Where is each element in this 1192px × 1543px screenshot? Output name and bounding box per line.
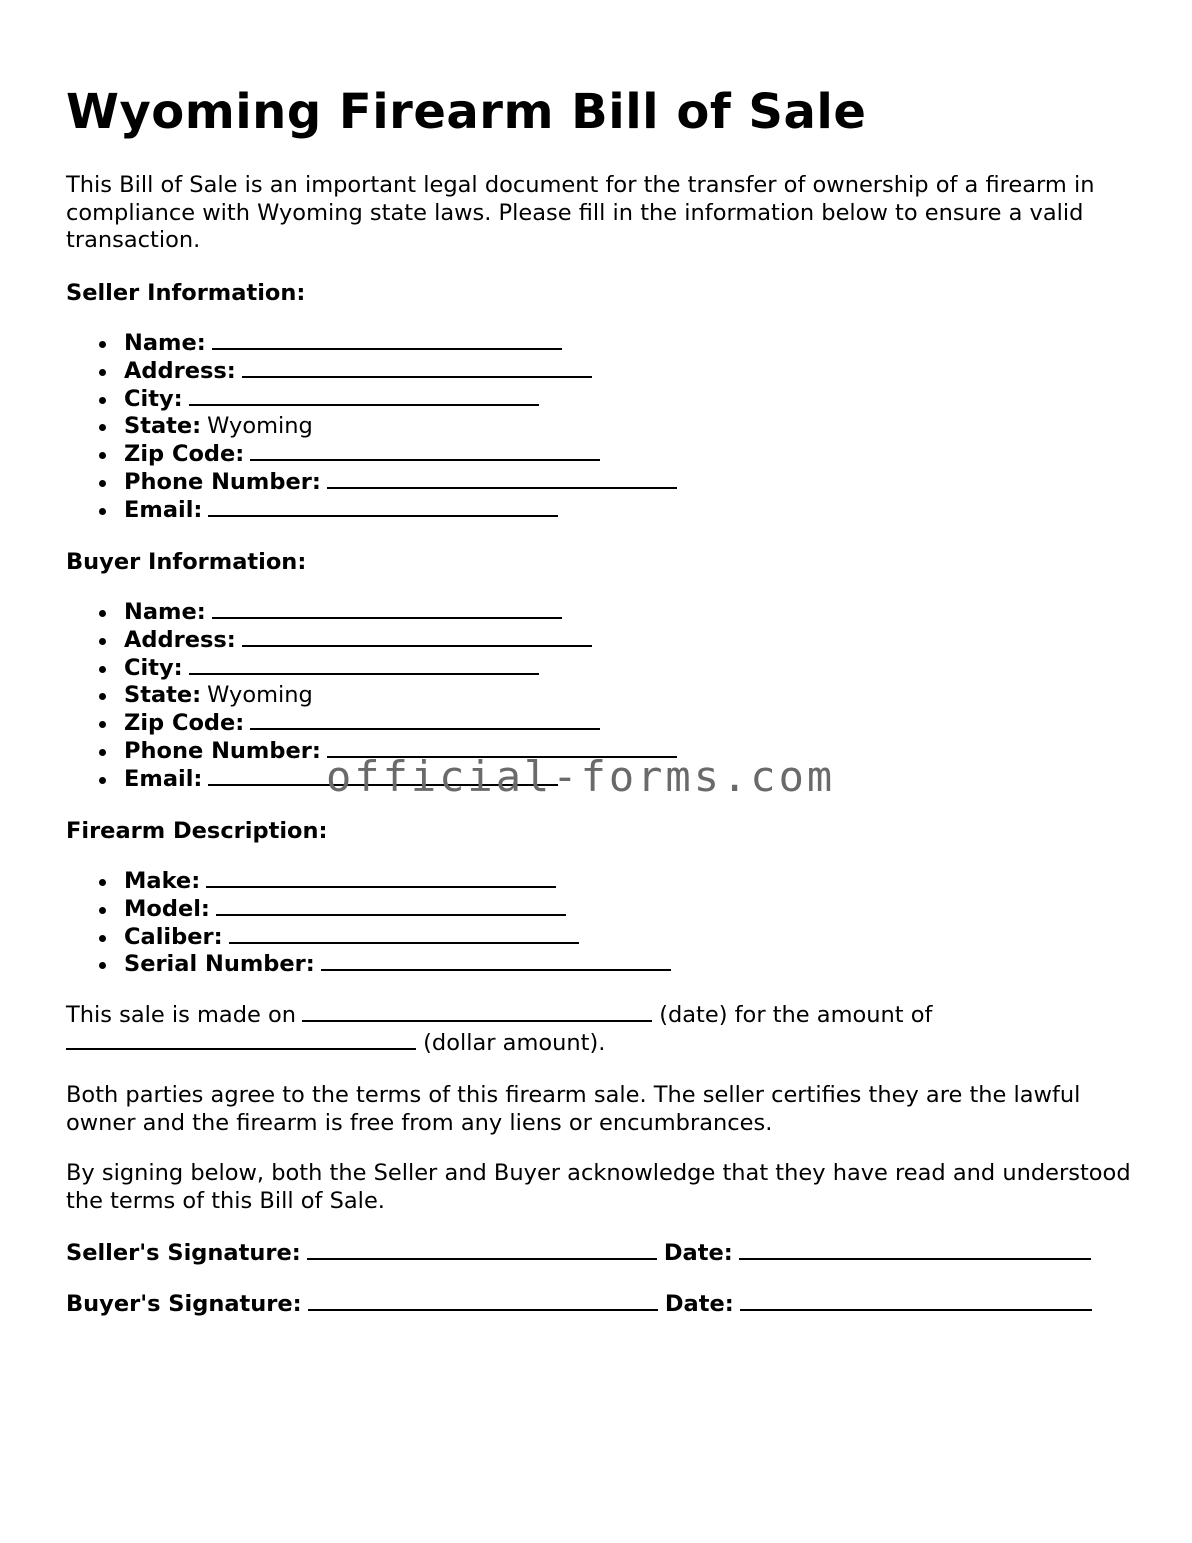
sale-amount-field[interactable] xyxy=(66,1030,416,1050)
firearm-fields xyxy=(66,868,671,979)
seller-field-name-label: Name: xyxy=(124,330,206,356)
seller-fields xyxy=(66,330,677,525)
firearm-field-serial-number-label: Serial Number: xyxy=(124,951,315,978)
firearm-field-caliber-label: Caliber: xyxy=(124,923,223,950)
buyer-field-zip-code xyxy=(66,710,677,738)
firearm-field-make-input[interactable] xyxy=(206,868,556,888)
seller-signature-label: Seller's Signature: xyxy=(66,1240,301,1266)
buyer-field-address xyxy=(66,627,677,655)
sale-date-field[interactable] xyxy=(302,1002,652,1022)
page-title: Wyoming Firearm Bill of Sale xyxy=(66,84,867,140)
seller-field-address-input[interactable] xyxy=(242,358,592,378)
seller-field-email-input[interactable] xyxy=(208,497,558,517)
seller-field-zip-code xyxy=(66,441,677,469)
firearm-heading: Firearm Description: xyxy=(66,818,328,844)
seller-field-phone-number-label: Phone Number: xyxy=(124,468,321,495)
seller-field-address-label: Address: xyxy=(124,357,236,384)
buyer-date-label: Date: xyxy=(664,1291,734,1317)
buyer-field-name xyxy=(66,599,677,627)
firearm-field-make xyxy=(66,868,671,896)
buyer-field-state-label: State: xyxy=(124,682,202,709)
seller-field-email xyxy=(66,497,677,525)
seller-field-city xyxy=(66,386,677,414)
seller-field-state-label: State: xyxy=(124,413,202,440)
watermark: official-forms.com xyxy=(326,752,836,801)
seller-field-email-label: Email: xyxy=(124,496,203,523)
firearm-field-serial-number xyxy=(66,951,671,979)
seller-field-city-label: City: xyxy=(124,385,183,412)
buyer-field-phone-number-label: Phone Number: xyxy=(124,737,321,764)
buyer-field-zip-code-label: Zip Code: xyxy=(124,710,245,737)
buyer-field-city-input[interactable] xyxy=(189,655,539,675)
buyer-signature-field[interactable] xyxy=(308,1291,658,1311)
seller-date-field[interactable] xyxy=(739,1240,1091,1260)
seller-signature-field[interactable] xyxy=(307,1240,657,1260)
buyer-heading: Buyer Information: xyxy=(66,549,307,575)
seller-field-name-input[interactable] xyxy=(212,330,562,350)
firearm-field-make-label: Make: xyxy=(124,868,201,894)
buyer-field-state-value[interactable]: Wyoming xyxy=(207,682,313,709)
buyer-signature-label: Buyer's Signature: xyxy=(66,1291,302,1317)
buyer-field-address-input[interactable] xyxy=(242,627,592,647)
agreement-paragraph: Both parties agree to the terms of this firearm sale. The seller certifies they are the lawful owner and the firearm is free from any liens or encumbrances. xyxy=(66,1082,1081,1136)
intro-paragraph: This Bill of Sale is an important legal document for the transfer of ownership of a firearm in compliance with Wyoming state laws. Please fill in the information below to ensure a valid transaction. xyxy=(66,172,1095,253)
seller-signature-row xyxy=(66,1239,1091,1267)
seller-field-state xyxy=(66,413,677,441)
buyer-field-state xyxy=(66,682,677,710)
seller-field-phone-number-input[interactable] xyxy=(327,469,677,489)
seller-field-phone-number xyxy=(66,469,677,497)
buyer-field-city xyxy=(66,655,677,683)
seller-field-zip-code-label: Zip Code: xyxy=(124,441,245,468)
buyer-field-city-label: City: xyxy=(124,654,183,681)
seller-field-city-input[interactable] xyxy=(189,386,539,406)
seller-field-address xyxy=(66,358,677,386)
buyer-field-name-label: Name: xyxy=(124,599,206,625)
buyer-field-zip-code-input[interactable] xyxy=(250,710,600,730)
buyer-field-email-label: Email: xyxy=(124,765,203,792)
firearm-field-serial-number-input[interactable] xyxy=(321,951,671,971)
firearm-field-model xyxy=(66,896,671,924)
firearm-field-model-label: Model: xyxy=(124,895,210,922)
sale-terms xyxy=(66,1002,1136,1057)
buyer-field-address-label: Address: xyxy=(124,626,236,653)
buyer-signature-row xyxy=(66,1290,1092,1318)
acknowledgement-paragraph: By signing below, both the Seller and Buyer acknowledge that they have read and understood the terms of this Bill of Sale. xyxy=(66,1160,1131,1214)
firearm-field-model-input[interactable] xyxy=(216,896,566,916)
sale-date-suffix: (date) for the amount of xyxy=(659,1002,933,1028)
firearm-field-caliber xyxy=(66,924,671,952)
sale-amount-suffix: (dollar amount). xyxy=(423,1029,606,1056)
seller-field-name xyxy=(66,330,677,358)
seller-heading: Seller Information: xyxy=(66,280,306,306)
buyer-field-name-input[interactable] xyxy=(212,599,562,619)
seller-date-label: Date: xyxy=(663,1240,733,1266)
firearm-field-caliber-input[interactable] xyxy=(229,924,579,944)
sale-prefix: This sale is made on xyxy=(66,1002,297,1028)
seller-field-state-value[interactable]: Wyoming xyxy=(207,413,313,440)
seller-field-zip-code-input[interactable] xyxy=(250,441,600,461)
buyer-date-field[interactable] xyxy=(740,1291,1092,1311)
